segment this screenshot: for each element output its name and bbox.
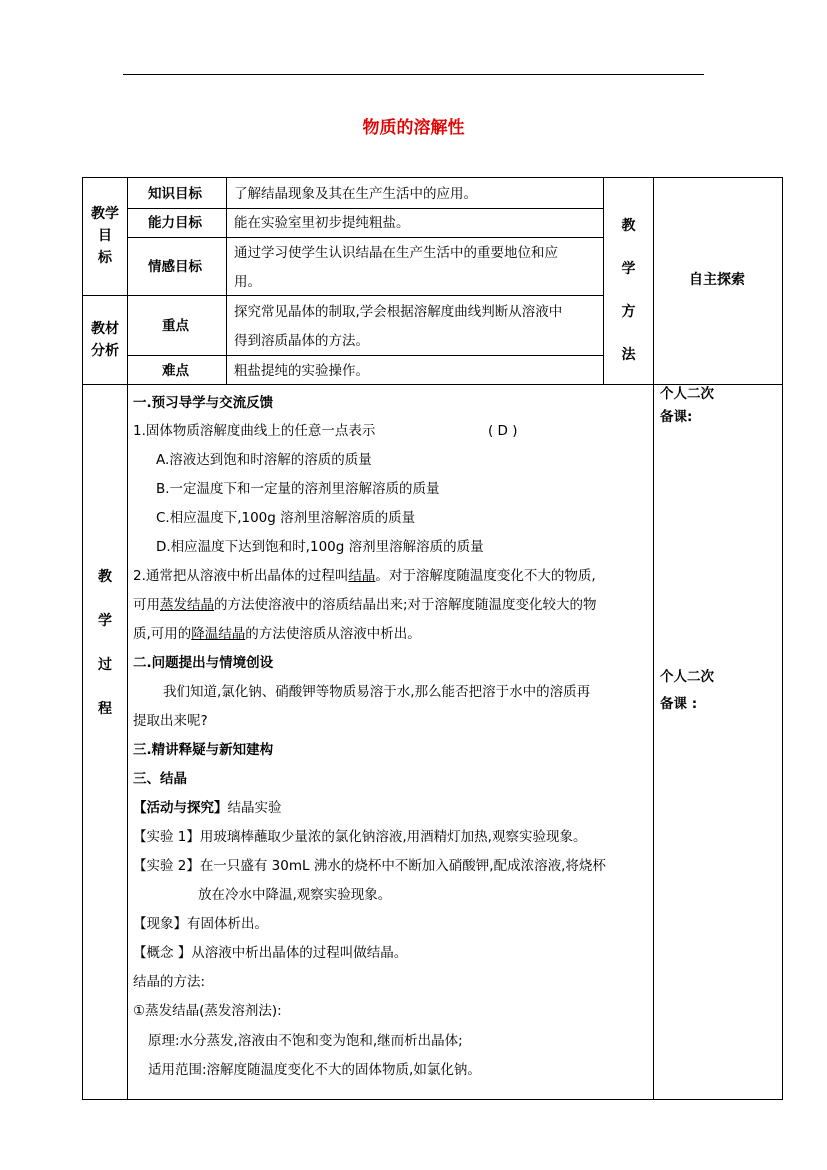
paragraph-line: ①蒸发结晶(蒸发溶剂法): <box>133 1003 282 1019</box>
key-text-1: 探究常见晶体的制取,学会根据溶解度曲线判断从溶液中 <box>234 304 563 320</box>
knowledge-label: 知识目标 <box>148 186 202 202</box>
objectives-label: 教学 目 标 <box>91 206 119 266</box>
option-d: D.相应温度下达到饱和时,100g 溶剂里溶解溶质的质量 <box>156 539 484 555</box>
difficulty-text: 粗盐提纯的实验操作。 <box>234 363 369 379</box>
process-label: 教 学 过 程 <box>98 569 112 717</box>
paragraph-line: 结晶的方法: <box>133 974 206 990</box>
option-a: A.溶液达到饱和时溶解的溶质的质量 <box>156 452 372 468</box>
knowledge-text: 了解结晶现象及其在生产生活中的应用。 <box>234 186 477 202</box>
option-c: C.相应温度下,100g 溶剂里溶解溶质的质量 <box>156 510 416 526</box>
difficulty-label: 难点 <box>162 363 189 379</box>
side-note-1-line2: 备课: <box>660 409 693 425</box>
paragraph-line: 【现象】有固体析出。 <box>133 916 268 932</box>
section-heading: 二.问题提出与情境创设 <box>133 655 274 671</box>
side-note-1-line1: 个人二次 <box>660 386 714 402</box>
answer-blank: 结晶 <box>348 568 376 584</box>
section-heading: 三.精讲释疑与新知建构 <box>133 742 274 758</box>
method-label: 教 学 方 法 <box>621 218 636 363</box>
answer-text: ( D ) <box>488 423 518 439</box>
paragraph-line: 我们知道,氯化钠、硝酸钾等物质易溶于水,那么能否把溶于水中的溶质再 <box>163 684 591 700</box>
method-value: 自主探索 <box>689 272 745 288</box>
emotion-text-2: 用。 <box>234 274 261 290</box>
side-note-2-line1: 个人二次 <box>660 669 714 685</box>
paragraph-line: 质,可用的降温结晶的方法使溶质从溶液中析出。 <box>133 626 421 642</box>
option-b: B.一定温度下和一定量的溶剂里溶解溶质的质量 <box>156 481 440 497</box>
question-text: 1.固体物质溶解度曲线上的任意一点表示 <box>133 423 376 439</box>
paragraph-line: 原理:水分蒸发,溶液由不饱和变为饱和,继而析出晶体; <box>148 1033 463 1049</box>
emotion-label: 情感目标 <box>148 259 202 275</box>
paragraph-line: 可用蒸发结晶的方法使溶液中的溶质结晶出来;对于溶解度随温度变化较大的物 <box>133 597 597 613</box>
paragraph-line: 2.通常把从溶液中析出晶体的过程叫结晶。对于溶解度随温度变化不大的物质, <box>133 568 596 584</box>
page-title: 物质的溶解性 <box>362 118 465 138</box>
paragraph-line: 【活动与探究】结晶实验 <box>133 800 282 816</box>
header-rule <box>123 74 704 75</box>
paragraph-line: 放在冷水中降温,观察实验现象。 <box>198 887 392 903</box>
paragraph-line: 适用范围:溶解度随温度变化不大的固体物质,如氯化钠。 <box>148 1062 481 1078</box>
paragraph-line: 【实验 1】用玻璃棒蘸取少量浓的氯化钠溶液,用酒精灯加热,观察实验现象。 <box>133 829 587 845</box>
analysis-label: 教材 分析 <box>91 321 119 359</box>
answer-blank: 蒸发结晶 <box>160 597 214 613</box>
key-label: 重点 <box>162 318 189 334</box>
paragraph-line: 【概念 】从溶液中析出晶体的过程叫做结晶。 <box>133 945 408 961</box>
section-heading: 一.预习导学与交流反馈 <box>133 395 274 411</box>
paragraph-line: 提取出来呢? <box>133 713 208 729</box>
paragraph-line: 【实验 2】在一只盛有 30mL 沸水的烧杯中不断加入硝酸钾,配成浓溶液,将烧杯 <box>133 858 606 874</box>
ability-text: 能在实验室里初步提纯粗盐。 <box>234 215 410 231</box>
ability-label: 能力目标 <box>148 215 202 231</box>
emotion-text-1: 通过学习使学生认识结晶在生产生活中的重要地位和应 <box>234 245 558 261</box>
section-heading: 三、结晶 <box>133 771 187 787</box>
answer-blank: 降温结晶 <box>191 626 246 642</box>
side-note-2-line2: 备课 : <box>660 696 698 712</box>
key-text-2: 得到溶质晶体的方法。 <box>234 333 369 349</box>
